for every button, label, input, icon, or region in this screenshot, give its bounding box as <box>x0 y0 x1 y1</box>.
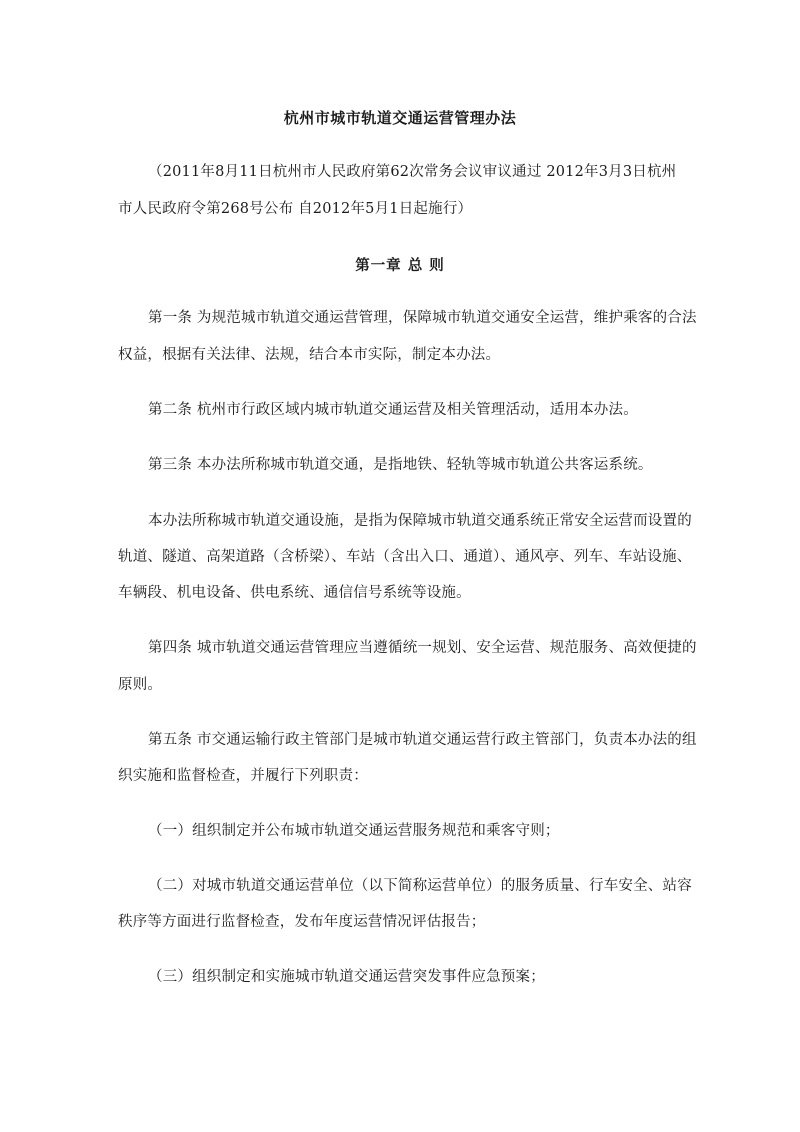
article-5-line-2: 织实施和监督检查，并履行下列职责： <box>118 768 368 784</box>
document-title: 杭州市城市轨道交通运营管理办法 <box>283 109 517 127</box>
article-2-line-1: 第二条 杭州市行政区域内城市轨道交通运营及相关管理活动，适用本办法。 <box>148 402 638 418</box>
article-1-line-2: 权益，根据有关法律、法规，结合本市实际，制定本办法。 <box>118 347 501 363</box>
preamble-line-2: 市人民政府令第268号公布 自2012年5月1日起施行） <box>118 201 473 217</box>
item-3-line-1: （三）组织制定和实施城市轨道交通运营突发事件应急预案； <box>148 969 545 985</box>
item-2-line-2: 秩序等方面进行监督检查，发布年度运营情况评估报告； <box>118 914 486 930</box>
article-4-line-1: 第四条 城市轨道交通运营管理应当遵循统一规划、安全运营、规范服务、高效便捷的 <box>148 640 697 656</box>
article-3-para-2-line-2: 轨道、隧道、高架道路（含桥梁）、车站（含出入口、通道）、通风亭、列车、车站设施、 <box>118 549 692 565</box>
article-1-line-1: 第一条 为规范城市轨道交通运营管理，保障城市轨道交通安全运营，维护乘客的合法 <box>148 310 697 326</box>
article-3-para-2-line-1: 本办法所称城市轨道交通设施，是指为保障城市轨道交通系统正常安全运营而设置的 <box>148 513 692 529</box>
article-5-line-1: 第五条 市交通运输行政主管部门是城市轨道交通运营行政主管部门，负责本办法的组 <box>148 732 697 748</box>
preamble-line-1: （2011年8月11日杭州市人民政府第62次常务会议审议通过 2012年3月3日杭州 <box>148 164 677 180</box>
article-3-line-1: 第三条 本办法所称城市轨道交通，是指地铁、轻轨等城市轨道公共客运系统。 <box>148 457 653 473</box>
article-3-para-2-line-3: 车辆段、机电设备、供电系统、通信信号系统等设施。 <box>118 585 471 601</box>
item-2-line-1: （二）对城市轨道交通运营单位（以下简称运营单位）的服务质量、行车安全、站容 <box>148 878 692 894</box>
chapter-heading: 第一章 总 则 <box>355 257 445 274</box>
article-4-line-2: 原则。 <box>118 677 163 693</box>
item-1-line-1: （一）组织制定并公布城市轨道交通运营服务规范和乘客守则； <box>148 823 560 839</box>
